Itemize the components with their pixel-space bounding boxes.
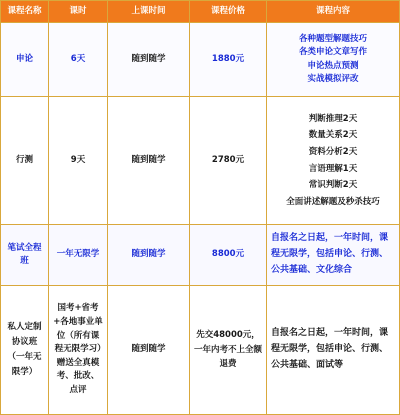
course-hours: 9天 (49, 97, 108, 225)
content-item: 言语理解1天 (308, 163, 358, 174)
content-item: 数量关系2天 (308, 130, 358, 141)
header-course-name: 课程名称 (1, 1, 49, 23)
course-contents: 自报名之日起，一年时间，课程无限学，包括申论、行测、公共基础、面试等 (267, 286, 400, 415)
table-row (1, 225, 400, 286)
table-row (1, 286, 400, 415)
content-item: 全面讲述解题及秒杀技巧 (286, 196, 380, 207)
course-name: 私人定制协议班（一年无限学） (1, 286, 49, 415)
course-contents: 自报名之日起，一年时间，课程无限学，包括申论、行测、公共基础、文化综合 (267, 225, 400, 286)
course-time: 随到随学 (108, 286, 190, 415)
content-item: 各类申论文章写作 (298, 47, 367, 58)
course-hours: 6天 (49, 23, 108, 97)
header-class-time: 上课时间 (108, 1, 190, 23)
table-row (1, 23, 400, 97)
content-item: 各种题型解题技巧 (298, 34, 367, 45)
course-price: 2780元 (190, 97, 267, 225)
content-item: 申论热点预测 (307, 60, 359, 71)
course-hours: 国考+省考+各地事业单位（所有课程无限学习）赠送全真模考、批改、点评 (49, 286, 108, 415)
table-row (1, 97, 400, 225)
header-row (1, 1, 400, 23)
course-contents (267, 97, 400, 225)
course-name: 申论 (1, 23, 49, 97)
course-price: 8800元 (190, 225, 267, 286)
course-price: 先交48000元，一年内考不上全额退费 (190, 286, 267, 415)
course-name: 笔试全程班 (1, 225, 49, 286)
header-hours: 课时 (49, 1, 108, 23)
course-hours: 一年无限学 (49, 225, 108, 286)
course-time: 随到随学 (108, 225, 190, 286)
course-time: 随到随学 (108, 23, 190, 97)
course-contents (267, 23, 400, 97)
content-item: 判断推理2天 (308, 113, 358, 124)
course-time: 随到随学 (108, 97, 190, 225)
content-item: 常识判断2天 (308, 180, 358, 191)
content-item: 实战模拟评改 (307, 73, 359, 84)
header-price: 课程价格 (190, 1, 267, 23)
content-item: 资料分析2天 (308, 146, 358, 157)
course-name: 行测 (1, 97, 49, 225)
header-content: 课程内容 (267, 1, 400, 23)
course-price: 1880元 (190, 23, 267, 97)
